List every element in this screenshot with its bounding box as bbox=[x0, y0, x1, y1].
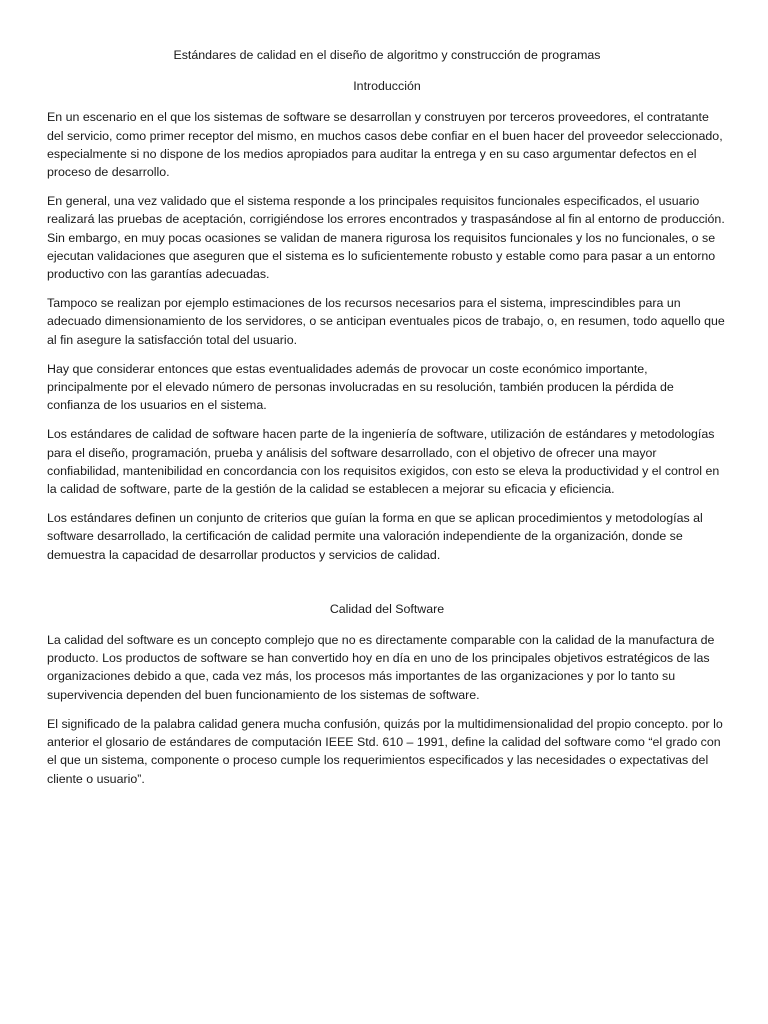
intro-paragraph: Los estándares de calidad de software hacen parte de la ingeniería de software, utilización de estándares y metodologías para el diseño, programación, prueba y análisis del software desarrollado, con el objetivo de ofrecer una mayor confiabilidad, mantenibilidad en concordancia con los requisitos exigidos, con esto se eleva la productividad y el control en la calidad de software, parte de la gestión de la calidad se establecen a mejorar su eficacia y eficiencia. bbox=[47, 427, 720, 497]
section-heading-introduccion: Introducción bbox=[353, 79, 421, 94]
document-title: Estándares de calidad en el diseño de algoritmo y construcción de programas bbox=[173, 48, 601, 62]
intro-paragraph: Tampoco se realizan por ejemplo estimaciones de los recursos necesarios para el sistema, imprescindibles para un adecuado dimensionamiento de los servidores, o se anticipan eventuales picos de trabajo, o, en resumen, todo aquello que al fin asegure la satisfacción total del usuario. bbox=[47, 296, 725, 347]
intro-paragraph: Hay que considerar entonces que estas eventualidades además de provocar un coste económico importante, principalmente por el elevado número de personas involucradas en su resolución, también producen la pérdida de confianza de los usuarios en el sistema. bbox=[47, 361, 674, 413]
section-spacer bbox=[47, 575, 727, 600]
intro-paragraph: En un escenario en el que los sistemas de software se desarrollan y construyen por terceros proveedores, el contratante del servicio, como primer receptor del mismo, en muchos casos debe confiar en el buen hacer del proveedor seleccionado, especialmente si no dispone de los medios apropiados para auditar la entrega y en su caso argumentar defectos en el proceso de desarrollo. bbox=[47, 110, 723, 180]
intro-paragraph: En general, una vez validado que el sistema responde a los principales requisitos funcionales especificados, el usuario realizará las pruebas de aceptación, corrigiéndose los errores encontrados y traspasándose al fin al entorno de producción. Sin embargo, en muy pocas ocasiones se validan de manera rigurosa los requisitos funcionales y los no funcionales, o se ejecutan validaciones que aseguren que el sistema es lo suficientemente robusto y estable como para pasar a un entorno productivo con las garantías adecuadas. bbox=[47, 194, 725, 282]
quality-paragraph: La calidad del software es un concepto complejo que no es directamente comparable con la calidad de la manufactura de producto. Los productos de software se han convertido hoy en día en uno de los principales objetivos estratégicos de las organizaciones debido a que, cada vez más, los procesos más importantes de las organizaciones y por lo tanto su supervivencia dependen del buen funcionamiento de los sistemas de software. bbox=[47, 633, 715, 702]
section-heading-calidad: Calidad del Software bbox=[329, 601, 445, 616]
intro-paragraph: Los estándares definen un conjunto de criterios que guían la forma en que se aplican procedimientos y metodologías al software desarrollado, la certificación de calidad permite una valoración independiente de la organización, donde se demuestra la capacidad de desarrollar productos y servicios de calidad. bbox=[47, 511, 703, 562]
document-page bbox=[47, 46, 727, 799]
quality-paragraph: El significado de la palabra calidad genera mucha confusión, quizás por la multidimensionalidad del propio concepto. por lo anterior el glosario de estándares de computación IEEE Std. 610 – 1991, define la calidad del software como “el grado con el que un sistema, componente o proceso cumple los requerimientos especificados y las necesidades o expectativas del cliente o usuario”. bbox=[47, 716, 723, 786]
